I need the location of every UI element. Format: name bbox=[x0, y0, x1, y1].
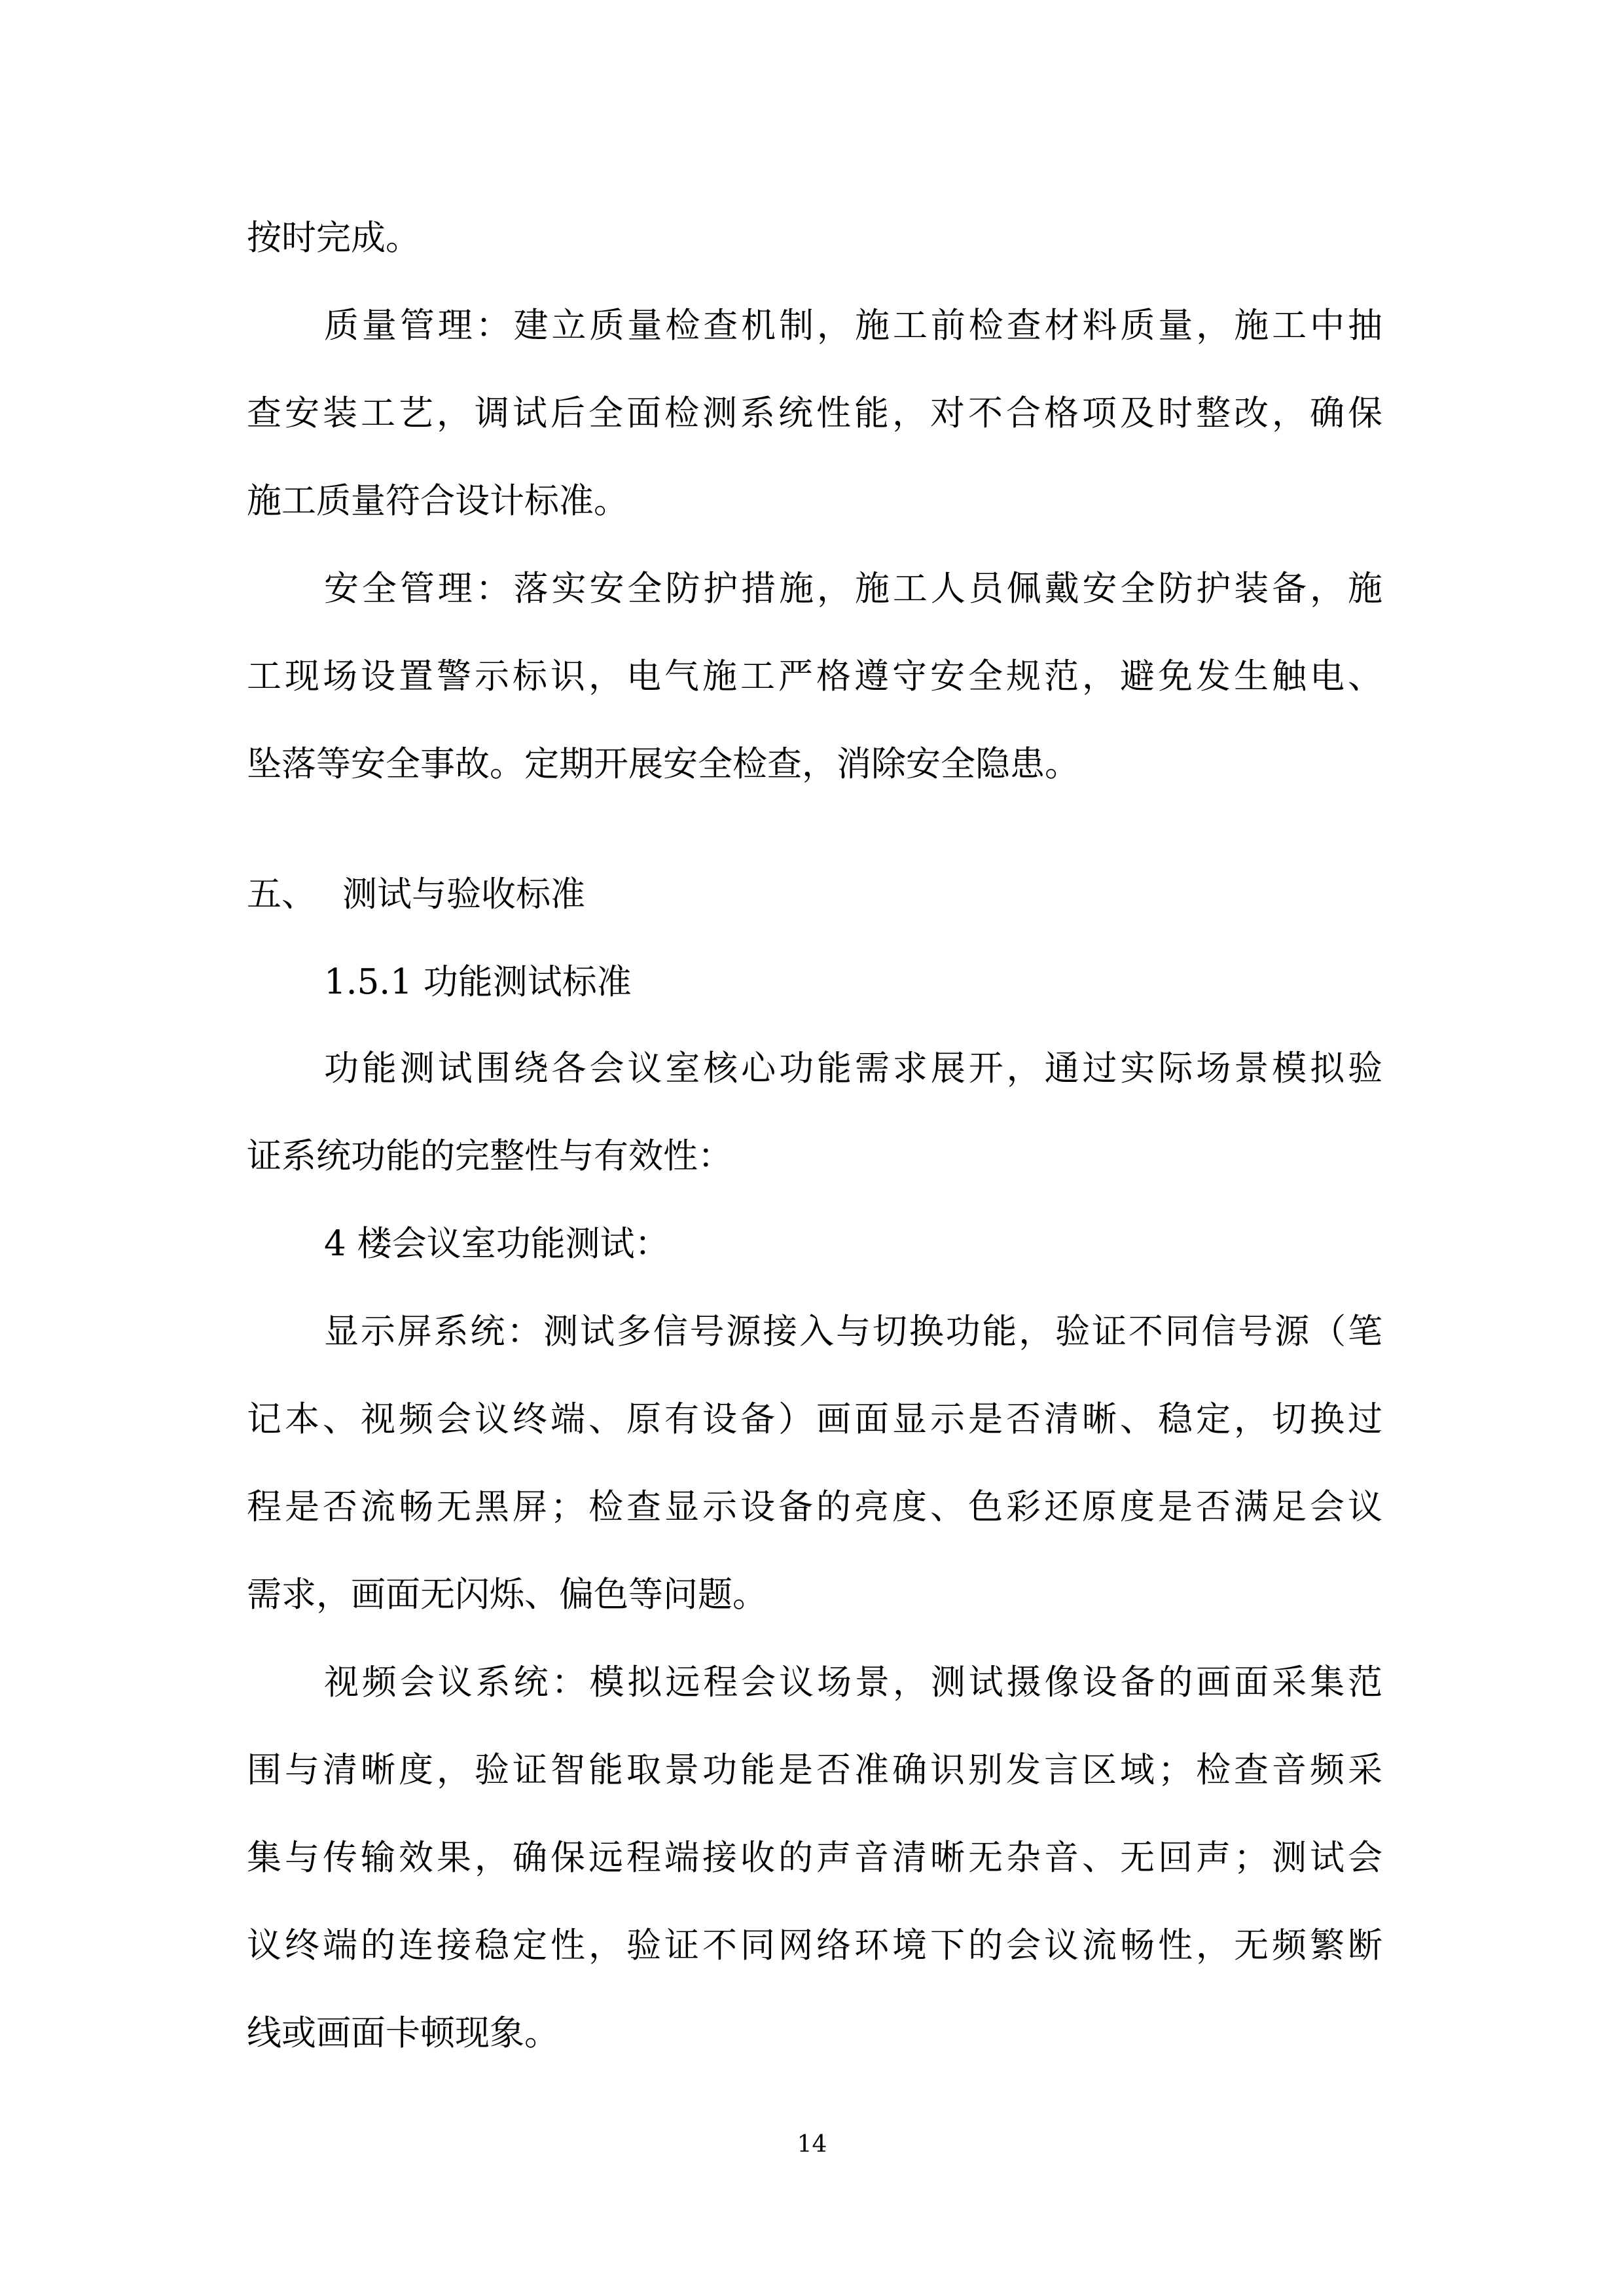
quality-management-line-1: 质量管理：建立质量检查机制，施工前检查材料质量，施工中抽 bbox=[324, 306, 1382, 346]
safety-management-line-2: 工现场设置警示标识，电气施工严格遵守安全规范，避免发生触电、 bbox=[247, 656, 1382, 696]
section-title: 测试与验收标准 bbox=[342, 874, 585, 914]
video-conference-line-4: 议终端的连接稳定性，验证不同网络环境下的会议流畅性，无频繁断 bbox=[247, 1926, 1382, 1965]
quality-management-line-2: 查安装工艺，调试后全面检测系统性能，对不合格项及时整改，确保 bbox=[247, 393, 1382, 433]
display-system-line-1: 显示屏系统：测试多信号源接入与切换功能，验证不同信号源（笔 bbox=[324, 1312, 1382, 1352]
quality-management-line-3: 施工质量符合设计标准。 bbox=[247, 481, 628, 521]
display-system-line-3: 程是否流畅无黑屏；检查显示设备的亮度、色彩还原度是否满足会议 bbox=[247, 1487, 1382, 1527]
display-system-line-2: 记本、视频会议终端、原有设备）画面显示是否清晰、稳定，切换过 bbox=[247, 1399, 1382, 1439]
floor4-test-heading: 4 楼会议室功能测试： bbox=[324, 1224, 670, 1264]
video-conference-line-1: 视频会议系统：模拟远程会议场景，测试摄像设备的画面采集范 bbox=[324, 1662, 1382, 1702]
display-system-line-4: 需求，画面无闪烁、偏色等问题。 bbox=[247, 1575, 767, 1615]
page-number: 14 bbox=[797, 2131, 827, 2158]
paragraph-continuation-line: 按时完成。 bbox=[247, 218, 420, 258]
section-number: 五、 bbox=[247, 874, 316, 914]
video-conference-line-2: 围与清晰度，验证智能取景功能是否准确识别发言区域；检查音频采 bbox=[247, 1750, 1382, 1790]
function-test-intro-line-2: 证系统功能的完整性与有效性： bbox=[247, 1136, 732, 1176]
subsection-heading: 1.5.1 功能测试标准 bbox=[324, 962, 632, 1002]
section-heading bbox=[247, 869, 585, 921]
function-test-intro-line-1: 功能测试围绕各会议室核心功能需求展开，通过实际场景模拟验 bbox=[324, 1049, 1382, 1088]
video-conference-line-3: 集与传输效果，确保远程端接收的声音清晰无杂音、无回声；测试会 bbox=[247, 1838, 1382, 1878]
safety-management-line-1: 安全管理：落实安全防护措施，施工人员佩戴安全防护装备，施 bbox=[324, 569, 1382, 609]
video-conference-line-5: 线或画面卡顿现象。 bbox=[247, 2013, 559, 2053]
safety-management-line-3: 坠落等安全事故。定期开展安全检查，消除安全隐患。 bbox=[247, 744, 1079, 784]
